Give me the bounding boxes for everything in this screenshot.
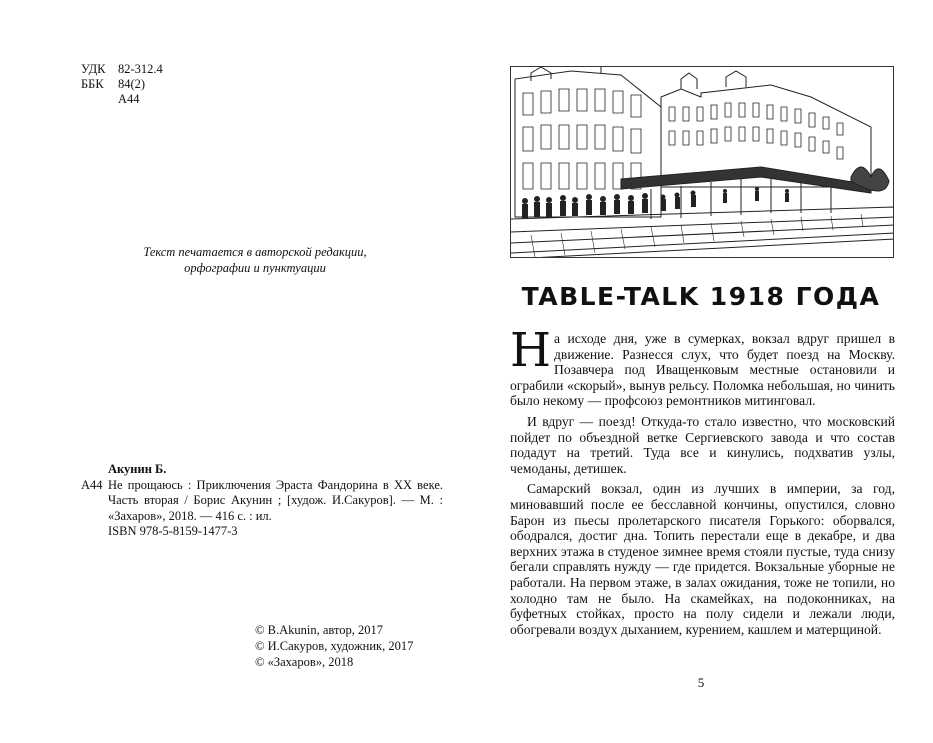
paragraph: И вдруг — поезд! Откуда-то стало известно, что московский пойдет по объездной ветке Сергиевского завода и что состав подадут на третий. Туда все и кинулись, подхватив узлы, чемоданы, детишек. (510, 413, 895, 476)
biblio-code: А44 (81, 477, 103, 492)
paragraph: Самарский вокзал, один из лучших в империи, за год, миновавший после ее бесславной кончины, опустился, словно Барон из пьесы пролетарского писателя Горького: оборвался, ободрался, достиг дна. Топить перестали еще в декабре, и два верхних этажа в студеное зимнее время стояли пустые, туда снизу бегали справлять нужду — где придется. Вокзальные уборные не работали. На первом этаже, в залах ожидания, тоже не топили, но холодно там не было. На скамейках, на подоконниках, на буфетных стойках, просто на полу сидели и лежали люди, обогревали воздух дыханием, курением, кашлем и матерщиной. (510, 481, 895, 637)
author-mark: А44 (118, 92, 140, 106)
classification-codes (81, 62, 163, 107)
left-page (0, 0, 466, 743)
drop-cap: Н (510, 323, 551, 378)
biblio-author: Акунин Б. (108, 462, 167, 476)
editorial-note (120, 244, 390, 276)
editorial-note-line: орфографии и пунктуации (184, 261, 326, 275)
isbn: ISBN 978-5-8159-1477-3 (108, 524, 238, 538)
right-page (466, 0, 933, 743)
chapter-title: TABLE-TALK 1918 ГОДА (521, 282, 881, 311)
udk-value: 82-312.4 (118, 62, 163, 76)
copyright-line: © И.Сакуров, художник, 2017 (255, 639, 414, 653)
udk-label: УДК (81, 62, 106, 76)
editorial-note-line: Текст печатается в авторской редакции, (143, 245, 367, 259)
copyright-line: © B.Akunin, автор, 2017 (255, 623, 384, 637)
chapter-body (510, 323, 895, 642)
page-number: 5 (697, 675, 705, 690)
illustration-drawing (511, 67, 894, 258)
paragraph (510, 323, 895, 409)
bbk-label: ББК (81, 77, 104, 91)
bibliographic-record (81, 462, 443, 540)
biblio-description-row (81, 478, 443, 525)
train-station-illustration (510, 66, 894, 258)
copyright-block (255, 622, 413, 670)
udk-row (81, 62, 163, 77)
copyright-line: © «Захаров», 2018 (255, 655, 354, 669)
biblio-description: Не прощаюсь : Приключения Эраста Фандорина в XX веке. Часть вторая / Борис Акунин ; [худож. И.Сакуров]. — М. : «Захаров», 2018. — 416 с. : ил. (108, 477, 443, 523)
bbk-row (81, 77, 163, 92)
paragraph-text: а исходе дня, уже в сумерках, вокзал вдруг пришел в движение. Разнесся слух, что будет поезд на Москву. Позавчера под Иващенковым местные остановили и ограбили «скорый», вынув рельсу. Поломка небольшая, но чинить было некому — профсоюз ремонтников митинговал. (510, 331, 895, 409)
bbk-value: 84(2) (118, 77, 146, 91)
